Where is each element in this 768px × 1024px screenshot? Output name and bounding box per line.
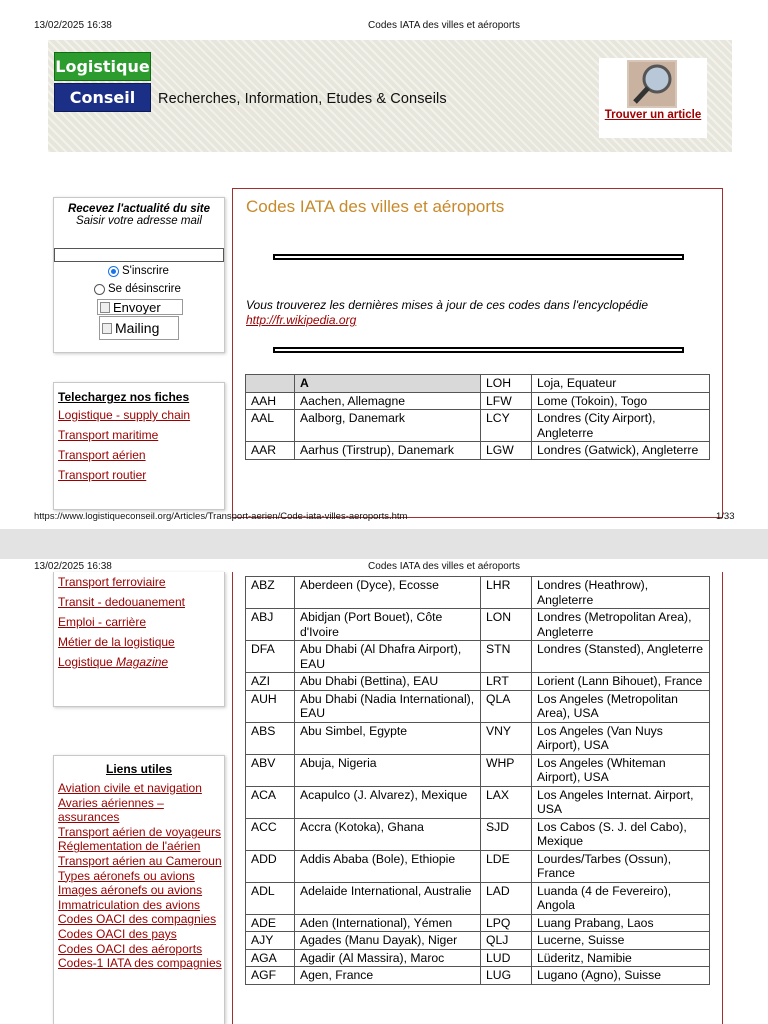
city-cell: Abu Dhabi (Nadia International), EAU — [295, 690, 481, 722]
table-row — [246, 410, 710, 442]
fiche-link-transit[interactable]: Transit - dedouanement — [58, 595, 185, 609]
send-button[interactable]: Envoyer — [97, 299, 183, 315]
table-row — [246, 442, 710, 460]
newsletter-title: Recevez l'actualité du site — [67, 203, 211, 215]
fiche-link-aerien[interactable]: Transport aérien — [58, 448, 146, 462]
iata-code-cell: SJD — [481, 818, 532, 850]
liens-link[interactable]: Codes-1 IATA des compagnies — [58, 956, 222, 971]
city-cell: Londres (Gatwick), Angleterre — [532, 442, 710, 460]
iata-code-cell: ACC — [246, 818, 295, 850]
iata-code-cell: STN — [481, 641, 532, 673]
iata-code-cell: LAX — [481, 786, 532, 818]
table-row — [246, 967, 710, 985]
city-cell: Agen, France — [295, 967, 481, 985]
iata-code-cell: AGA — [246, 949, 295, 967]
iata-code-cell: WHP — [481, 754, 532, 786]
city-cell: Agades (Manu Dayak), Niger — [295, 932, 481, 950]
city-cell: Los Angeles Internat. Airport, USA — [532, 786, 710, 818]
divider — [273, 347, 684, 353]
subscribe-radio[interactable]: S'inscrire — [108, 265, 169, 277]
article-box-continued — [232, 572, 723, 1024]
broken-image-icon — [102, 323, 112, 334]
city-cell: Addis Ababa (Bole), Ethiopie — [295, 850, 481, 882]
fiches-box — [53, 382, 225, 510]
city-cell: Abu Simbel, Egypte — [295, 722, 481, 754]
liens-link[interactable]: Avaries aériennes – assurances — [58, 795, 164, 825]
city-cell: Agadir (Al Massira), Maroc — [295, 949, 481, 967]
print-header-datetime: 13/02/2025 16:38 — [34, 20, 112, 31]
divider — [273, 254, 684, 260]
iata-code-cell: DFA — [246, 641, 295, 673]
city-cell: Aberdeen (Dyce), Ecosse — [295, 577, 481, 609]
iata-code-cell: LPQ — [481, 914, 532, 932]
newsletter-subtitle: Saisir votre adresse mail — [76, 215, 202, 227]
iata-code-cell: LOH — [481, 375, 532, 393]
table-row — [246, 786, 710, 818]
iata-code-cell: LON — [481, 609, 532, 641]
iata-code-cell: LCY — [481, 410, 532, 442]
magnifier-icon — [627, 60, 677, 108]
article-box — [232, 188, 723, 518]
print-footer-page: 1/33 — [716, 511, 735, 522]
iata-code-cell: LHR — [481, 577, 532, 609]
city-cell: Loja, Equateur — [532, 375, 710, 393]
print-header-title: Codes IATA des villes et aéroports — [368, 20, 520, 31]
unsubscribe-radio[interactable]: Se désinscrire — [94, 283, 181, 295]
newsletter-box — [53, 197, 225, 353]
liens-utiles-title: Liens utiles — [105, 762, 173, 776]
iata-code-cell: LRT — [481, 673, 532, 691]
city-cell: Luang Prabang, Laos — [532, 914, 710, 932]
iata-code-cell: LUD — [481, 949, 532, 967]
fiches-box-continued — [53, 572, 225, 707]
find-article-box[interactable] — [599, 58, 707, 138]
table-row — [246, 577, 710, 609]
iata-code-cell: AAL — [246, 410, 295, 442]
liens-link[interactable]: Transport aérien de voyageurs — [58, 824, 221, 839]
article-intro: Vous trouverez les dernières mises à jour de ces codes dans l'encyclopédie http://fr.wikipedia.org — [246, 298, 649, 327]
iata-code-cell: QLA — [481, 690, 532, 722]
city-cell: Aden (International), Yémen — [295, 914, 481, 932]
liens-link[interactable]: Codes OACI des aéroports — [58, 941, 203, 956]
city-cell: Aachen, Allemagne — [295, 392, 481, 410]
iata-code-cell: QLJ — [481, 932, 532, 950]
city-cell: Lourdes/Tarbes (Ossun), France — [532, 850, 710, 882]
print-footer-url: https://www.logistiqueconseil.org/Articles/Transport-aerien/Code-iata-villes-aeroports.htm — [34, 511, 408, 522]
table-row — [246, 754, 710, 786]
city-cell: Aarhus (Tirstrup), Danemark — [295, 442, 481, 460]
iata-code-cell: VNY — [481, 722, 532, 754]
logo-conseil[interactable]: Conseil — [54, 83, 151, 112]
table-row — [246, 673, 710, 691]
page-title: Codes IATA des villes et aéroports — [246, 197, 505, 216]
city-cell: Abu Dhabi (Bettina), EAU — [295, 673, 481, 691]
city-cell: Los Angeles (Metropolitan Area), USA — [532, 690, 710, 722]
site-tagline: Recherches, Information, Etudes & Conseils — [158, 91, 447, 107]
iata-code-cell: ABJ — [246, 609, 295, 641]
radio-checked-icon[interactable] — [108, 266, 119, 277]
print-header-title: Codes IATA des villes et aéroports — [368, 561, 520, 572]
city-cell: A — [295, 375, 481, 393]
iata-code-cell: AZI — [246, 673, 295, 691]
liens-link[interactable]: Aviation civile et navigation — [58, 781, 202, 795]
iata-code-cell: AGF — [246, 967, 295, 985]
city-cell: Lüderitz, Namibie — [532, 949, 710, 967]
liens-link[interactable]: Types aéronefs ou avions — [58, 868, 195, 883]
city-cell: Los Angeles (Van Nuys Airport), USA — [532, 722, 710, 754]
city-cell: Londres (City Airport), Angleterre — [532, 410, 710, 442]
table-row — [246, 392, 710, 410]
site-banner — [48, 40, 732, 152]
city-cell: Lucerne, Suisse — [532, 932, 710, 950]
city-cell: Aalborg, Danemark — [295, 410, 481, 442]
city-cell: Lome (Tokoin), Togo — [532, 392, 710, 410]
city-cell: Abidjan (Port Bouet), Côte d'Ivoire — [295, 609, 481, 641]
liens-link[interactable]: Réglementation de l'aérien — [58, 839, 201, 854]
liens-link[interactable]: Images aéronefs ou avions — [58, 883, 203, 898]
fiche-link-ferroviaire[interactable]: Transport ferroviaire — [58, 575, 166, 589]
table-row — [246, 641, 710, 673]
iata-code-cell: ADE — [246, 914, 295, 932]
liens-utiles-box — [53, 755, 225, 1024]
fiche-link-emploi[interactable]: Emploi - carrière — [58, 615, 147, 629]
radio-unchecked-icon[interactable] — [94, 284, 105, 295]
liens-link[interactable]: Transport aérien au Cameroun — [58, 853, 222, 868]
city-cell: Londres (Heathrow), Angleterre — [532, 577, 710, 609]
iata-code-cell: AAR — [246, 442, 295, 460]
email-field[interactable] — [54, 248, 224, 262]
liens-link[interactable]: Immatriculation des avions — [58, 897, 201, 912]
table-row — [246, 949, 710, 967]
iata-code-cell: AAH — [246, 392, 295, 410]
fiche-link-routier[interactable]: Transport routier — [58, 468, 147, 482]
iata-code-cell: LDE — [481, 850, 532, 882]
iata-code-cell: AUH — [246, 690, 295, 722]
iata-table-page1 — [245, 374, 710, 460]
iata-code-cell: ADL — [246, 882, 295, 914]
table-row — [246, 609, 710, 641]
liens-link[interactable]: Codes OACI des pays — [58, 926, 177, 941]
city-cell: Londres (Metropolitan Area), Angleterre — [532, 609, 710, 641]
city-cell: Londres (Stansted), Angleterre — [532, 641, 710, 673]
iata-code-cell: AJY — [246, 932, 295, 950]
logo-logistique[interactable]: Logistique — [54, 52, 151, 81]
iata-code-cell: LUG — [481, 967, 532, 985]
iata-code-cell: LGW — [481, 442, 532, 460]
city-cell: Lorient (Lann Bihouet), France — [532, 673, 710, 691]
iata-code-cell: ABS — [246, 722, 295, 754]
print-header-datetime: 13/02/2025 16:38 — [34, 561, 112, 572]
mailing-button[interactable]: Mailing — [99, 316, 179, 340]
city-cell: Adelaide International, Australie — [295, 882, 481, 914]
iata-code-cell: ACA — [246, 786, 295, 818]
broken-image-icon — [100, 302, 110, 313]
table-row — [246, 932, 710, 950]
page-break — [0, 529, 768, 559]
find-article-link[interactable]: Trouver un article — [604, 109, 702, 121]
table-row — [246, 850, 710, 882]
table-row — [246, 914, 710, 932]
iata-code-cell: ADD — [246, 850, 295, 882]
city-cell: Acapulco (J. Alvarez), Mexique — [295, 786, 481, 818]
city-cell: Los Angeles (Whiteman Airport), USA — [532, 754, 710, 786]
city-cell: Luanda (4 de Fevereiro), Angola — [532, 882, 710, 914]
table-row — [246, 690, 710, 722]
city-cell: Abuja, Nigeria — [295, 754, 481, 786]
fiches-title: Telechargez nos fiches — [58, 390, 190, 404]
city-cell: Los Cabos (S. J. del Cabo), Mexique — [532, 818, 710, 850]
liens-link[interactable]: Codes OACI des compagnies — [58, 912, 217, 927]
fiche-link-logistique[interactable]: Logistique - supply chain — [58, 408, 191, 422]
iata-code-cell: LFW — [481, 392, 532, 410]
fiche-link-metier[interactable]: Métier de la logistique — [58, 635, 175, 649]
table-row — [246, 882, 710, 914]
iata-table-page2 — [245, 576, 710, 985]
table-row — [246, 818, 710, 850]
iata-code-cell: ABZ — [246, 577, 295, 609]
table-row — [246, 375, 710, 393]
table-row — [246, 722, 710, 754]
iata-code-cell — [246, 375, 295, 393]
city-cell: Lugano (Agno), Suisse — [532, 967, 710, 985]
fiche-link-magazine[interactable]: Logistique Magazine — [58, 655, 169, 669]
wikipedia-link[interactable]: http://fr.wikipedia.org — [246, 313, 357, 327]
city-cell: Accra (Kotoka), Ghana — [295, 818, 481, 850]
fiche-link-maritime[interactable]: Transport maritime — [58, 428, 159, 442]
city-cell: Abu Dhabi (Al Dhafra Airport), EAU — [295, 641, 481, 673]
iata-code-cell: LAD — [481, 882, 532, 914]
iata-code-cell: ABV — [246, 754, 295, 786]
